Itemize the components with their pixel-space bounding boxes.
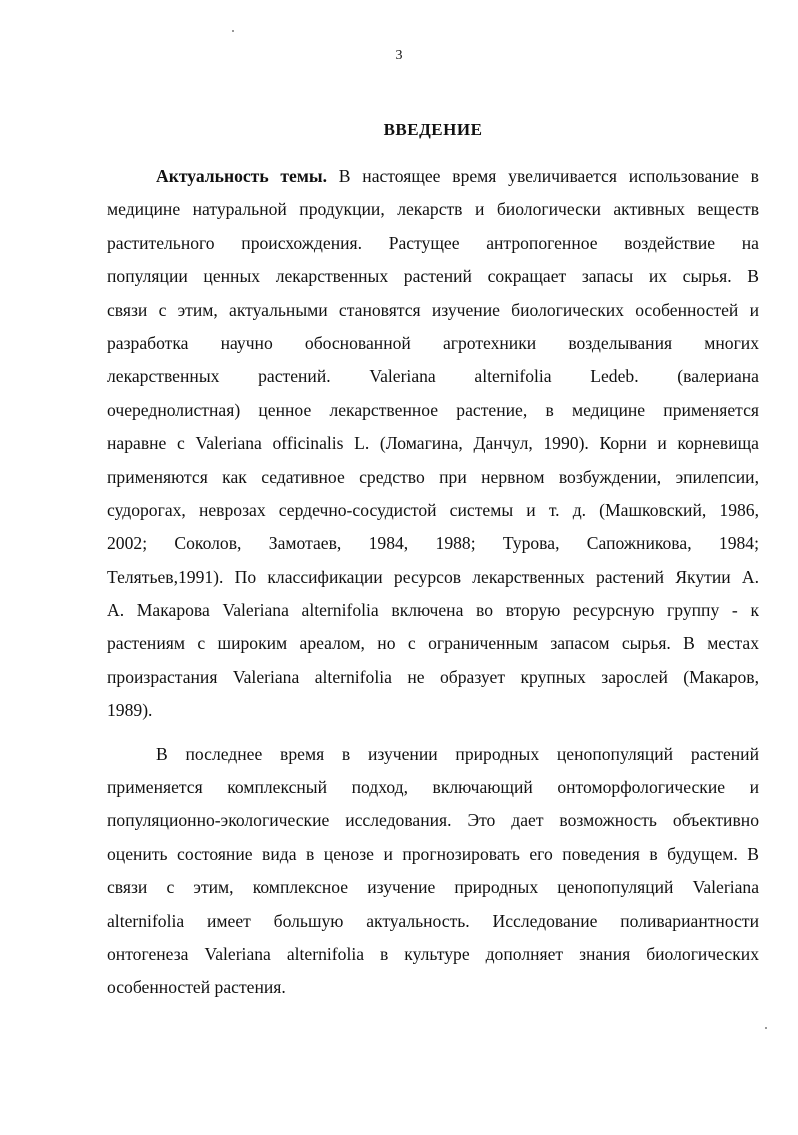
scan-speck <box>232 30 234 32</box>
paragraph-2-line: оценить состояние вида в ценозе и прогнозировать его поведения в будущем. В <box>107 843 759 864</box>
paragraph-1-line: медицине натуральной продукции, лекарств и биологически активных веществ <box>107 199 759 220</box>
paragraph-1-line <box>107 160 759 193</box>
paragraph-1-line: наравне с Valeriana officinalis L. (Ломагина, Данчул, 1990). Корни и корневища <box>107 433 759 454</box>
paragraph-1-line: судорогах, неврозах сердечно-сосудистой системы и т. д. (Машковский, 1986, <box>107 499 759 520</box>
paragraph-1-line: растительного происхождения. Растущее антропогенное воздействие на <box>107 232 759 253</box>
paragraph-1-line: 2002; Соколов, Замотаев, 1984, 1988; Турова, Сапожникова, 1984; <box>107 533 759 554</box>
paragraph-2-line: В последнее время в изучении природных ценопопуляций растений <box>156 743 759 764</box>
paragraph-2-line: связи с этим, комплексное изучение природных ценопопуляций Valeriana <box>107 877 759 898</box>
page-number: 3 <box>395 48 403 63</box>
paragraph-1-line: связи с этим, актуальными становятся изучение биологических особенностей и <box>107 299 759 320</box>
paragraph-2-line: применяется комплексный подход, включающий онтоморфологические и <box>107 777 759 798</box>
paragraph-1-line: лекарственных растений. Valeriana alternifolia Ledeb. (валериана <box>107 366 759 387</box>
paragraph-2-line: alternifolia имеет большую актуальность. Исследование поливариантности <box>107 910 759 931</box>
scan-speck <box>765 1027 767 1029</box>
paragraph-gap <box>107 728 759 738</box>
body-text <box>107 160 759 1005</box>
paragraph-2-line: особенностей растения. <box>107 977 286 998</box>
paragraph-1-line: Телятьев,1991). По классификации ресурсов лекарственных растений Якутии А. <box>107 566 759 587</box>
paragraph-lead: Актуальность темы. <box>156 166 327 186</box>
paragraph-1-line: 1989). <box>107 700 153 721</box>
paragraph-1-line: произрастания Valeriana alternifolia не образует крупных зарослей (Макаров, <box>107 666 759 687</box>
paragraph-1-line: применяются как седативное средство при нервном возбуждении, эпилепсии, <box>107 466 759 487</box>
paragraph-1-line: растениям с широким ареалом, но с ограниченным запасом сырья. В местах <box>107 633 759 654</box>
paragraph-1-line: очереднолистная) ценное лекарственное растение, в медицине применяется <box>107 399 759 420</box>
paragraph-1-line: разработка научно обоснованной агротехники возделывания многих <box>107 332 759 353</box>
paragraph-1-line: А. Макарова Valeriana alternifolia включена во вторую ресурсную группу - к <box>107 600 759 621</box>
text-line: В настоящее время увеличивается использование в <box>326 166 759 186</box>
paragraph-1-line: популяции ценных лекарственных растений сокращает запасы их сырья. В <box>107 266 759 287</box>
paragraph-2-line: популяционно-экологические исследования. Это дает возможность объективно <box>107 810 759 831</box>
page-title: ВВЕДЕНИЕ <box>383 120 483 139</box>
paragraph-2-line: онтогенеза Valeriana alternifolia в культуре дополняет знания биологических <box>107 943 759 964</box>
